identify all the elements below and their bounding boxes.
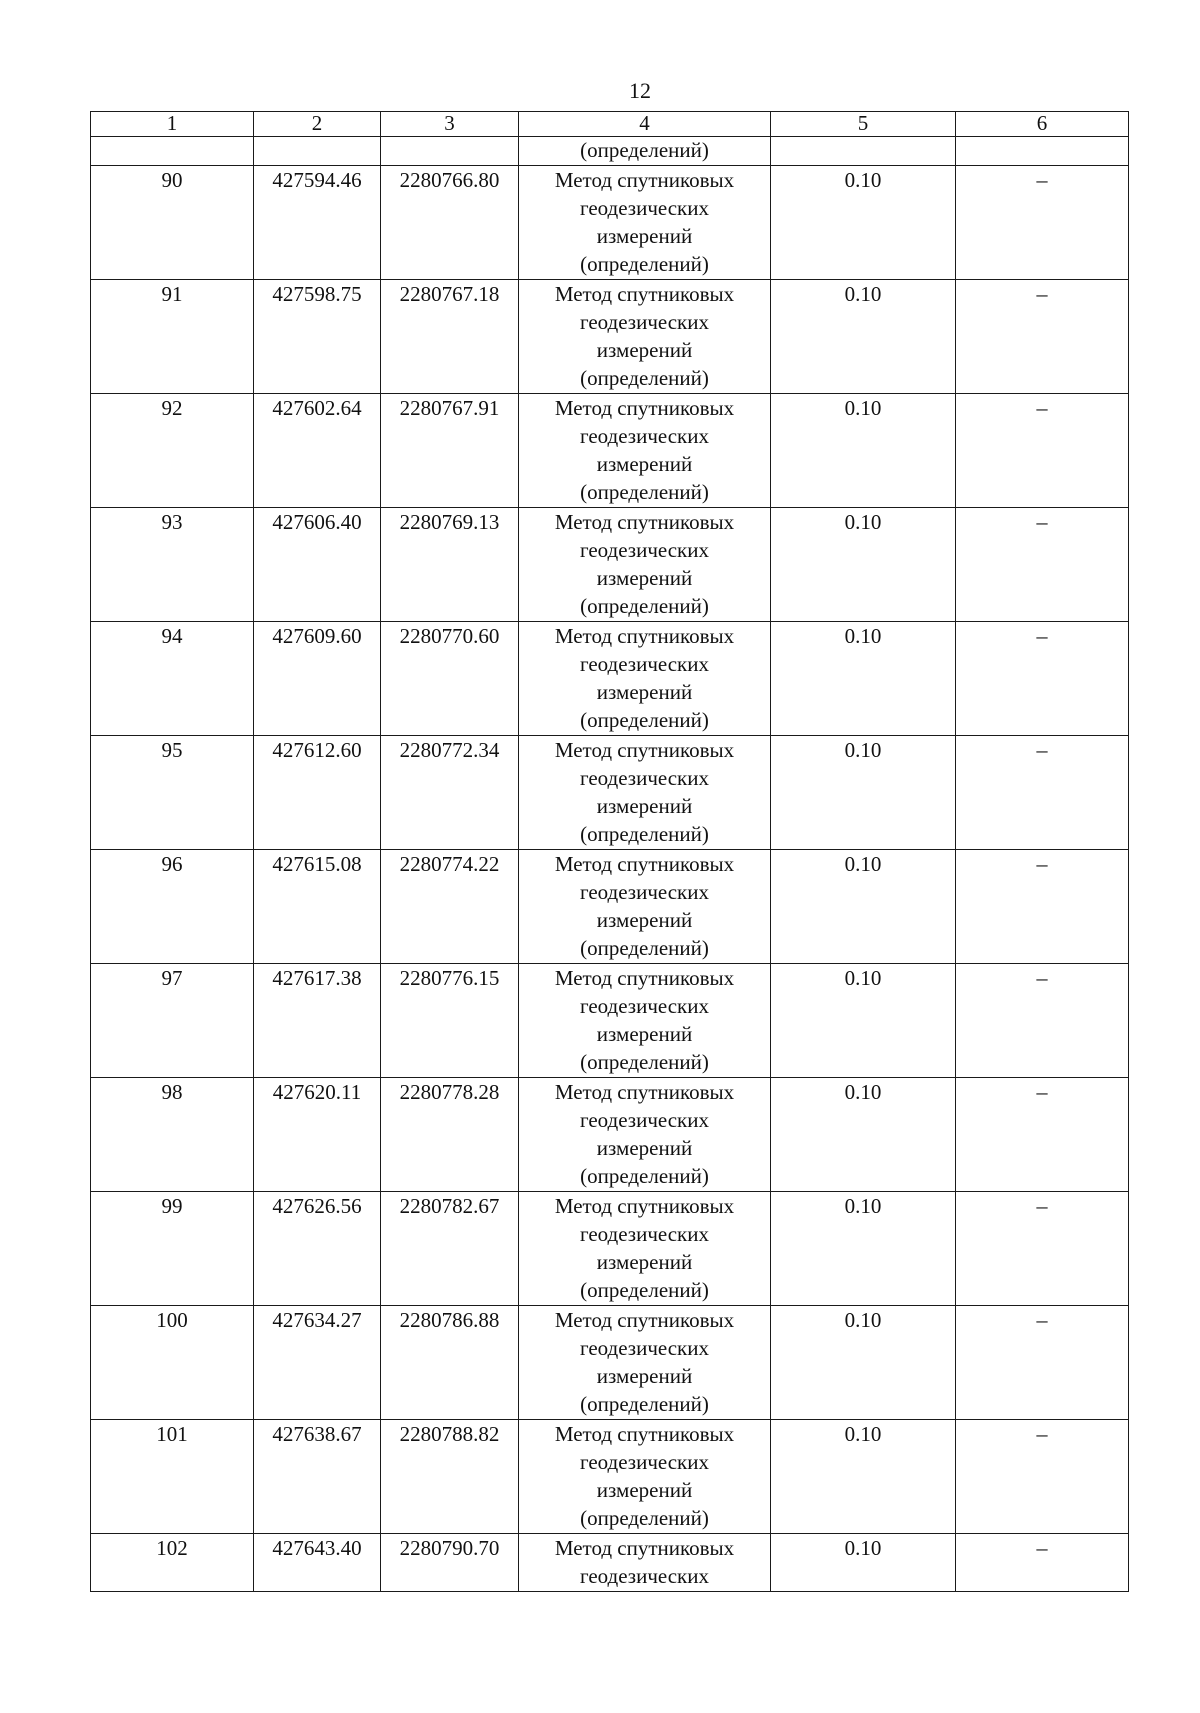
point-number-cell: 97	[91, 964, 254, 1078]
method-cell	[519, 1192, 771, 1306]
method-line: Метод спутниковых	[554, 168, 735, 192]
method-line: измерений	[596, 680, 693, 704]
x-coordinate-cell: 427638.67	[254, 1420, 381, 1534]
method-line: геодезических	[579, 652, 709, 676]
accuracy-cell: 0.10	[771, 1420, 956, 1534]
method-line: (определений)	[580, 1050, 709, 1074]
table-row	[91, 394, 1129, 508]
method-line: измерений	[596, 566, 693, 590]
method-line: геодезических	[579, 1222, 709, 1246]
table-cell	[381, 137, 519, 166]
x-coordinate-cell: 427615.08	[254, 850, 381, 964]
y-coordinate-cell: 2280766.80	[381, 166, 519, 280]
method-line: (определений)	[580, 1164, 709, 1188]
x-coordinate-cell: 427634.27	[254, 1306, 381, 1420]
note-cell: –	[956, 280, 1129, 394]
note-cell: –	[956, 1420, 1129, 1534]
method-line: геодезических	[579, 994, 709, 1018]
method-line: (определений)	[580, 822, 709, 846]
method-line: геодезических	[579, 1108, 709, 1132]
table-row	[91, 850, 1129, 964]
y-coordinate-cell: 2280788.82	[381, 1420, 519, 1534]
table-cell	[956, 137, 1129, 166]
page-number: 12	[629, 78, 651, 103]
method-line: Метод спутниковых	[554, 852, 735, 876]
table-row	[91, 1306, 1129, 1420]
method-line: (определений)	[580, 1506, 709, 1530]
y-coordinate-cell: 2280782.67	[381, 1192, 519, 1306]
method-line: Метод спутниковых	[554, 624, 735, 648]
note-cell: –	[956, 964, 1129, 1078]
table-row	[91, 1192, 1129, 1306]
accuracy-cell: 0.10	[771, 280, 956, 394]
table-row	[91, 1534, 1129, 1592]
note-cell: –	[956, 850, 1129, 964]
x-coordinate-cell: 427602.64	[254, 394, 381, 508]
point-number-cell: 100	[91, 1306, 254, 1420]
column-header: 5	[771, 112, 956, 137]
note-cell: –	[956, 1078, 1129, 1192]
point-number-cell: 93	[91, 508, 254, 622]
table-cell: (определений)	[519, 137, 771, 166]
column-header: 4	[519, 112, 771, 137]
accuracy-cell: 0.10	[771, 1306, 956, 1420]
y-coordinate-cell: 2280774.22	[381, 850, 519, 964]
method-cell	[519, 394, 771, 508]
method-cell	[519, 508, 771, 622]
column-header: 1	[91, 112, 254, 137]
method-line: геодезических	[579, 1564, 709, 1588]
accuracy-cell: 0.10	[771, 850, 956, 964]
note-cell: –	[956, 1306, 1129, 1420]
note-cell: –	[956, 1192, 1129, 1306]
method-line: геодезических	[579, 1336, 709, 1360]
method-line: Метод спутниковых	[554, 282, 735, 306]
point-number-cell: 91	[91, 280, 254, 394]
note-cell: –	[956, 622, 1129, 736]
column-header: 2	[254, 112, 381, 137]
x-coordinate-cell: 427594.46	[254, 166, 381, 280]
x-coordinate-cell: 427606.40	[254, 508, 381, 622]
note-cell: –	[956, 1534, 1129, 1592]
accuracy-cell: 0.10	[771, 1078, 956, 1192]
table-row	[91, 736, 1129, 850]
method-line: Метод спутниковых	[554, 1536, 735, 1560]
note-cell: –	[956, 166, 1129, 280]
method-line: измерений	[596, 224, 693, 248]
y-coordinate-cell: 2280769.13	[381, 508, 519, 622]
point-number-cell: 92	[91, 394, 254, 508]
method-line: измерений	[596, 1022, 693, 1046]
note-cell: –	[956, 736, 1129, 850]
x-coordinate-cell: 427617.38	[254, 964, 381, 1078]
method-line: Метод спутниковых	[554, 1308, 735, 1332]
x-coordinate-cell: 427612.60	[254, 736, 381, 850]
method-line: измерений	[596, 1136, 693, 1160]
continuation-row	[91, 137, 1129, 166]
method-cell	[519, 850, 771, 964]
method-line: геодезических	[579, 766, 709, 790]
method-line: Метод спутниковых	[554, 510, 735, 534]
accuracy-cell: 0.10	[771, 964, 956, 1078]
accuracy-cell: 0.10	[771, 508, 956, 622]
method-cell	[519, 1420, 771, 1534]
table-cell	[91, 137, 254, 166]
method-cell	[519, 1534, 771, 1592]
method-line: (определений)	[580, 708, 709, 732]
column-header: 3	[381, 112, 519, 137]
table-row	[91, 622, 1129, 736]
point-number-cell: 99	[91, 1192, 254, 1306]
y-coordinate-cell: 2280790.70	[381, 1534, 519, 1592]
method-line: (определений)	[580, 366, 709, 390]
method-line: измерений	[596, 1478, 693, 1502]
method-line: геодезических	[579, 196, 709, 220]
point-number-cell: 95	[91, 736, 254, 850]
point-number-cell: 98	[91, 1078, 254, 1192]
table-row	[91, 1078, 1129, 1192]
point-number-cell: 96	[91, 850, 254, 964]
method-cell	[519, 622, 771, 736]
method-cell	[519, 166, 771, 280]
method-line: (определений)	[580, 252, 709, 276]
method-line: (определений)	[580, 1392, 709, 1416]
table-header-row	[91, 112, 1129, 137]
method-line: геодезических	[579, 880, 709, 904]
point-number-cell: 94	[91, 622, 254, 736]
coordinates-table	[90, 111, 1129, 1592]
method-cell	[519, 1306, 771, 1420]
method-line: измерений	[596, 338, 693, 362]
y-coordinate-cell: 2280772.34	[381, 736, 519, 850]
method-line: Метод спутниковых	[554, 1422, 735, 1446]
method-line: Метод спутниковых	[554, 396, 735, 420]
method-cell	[519, 964, 771, 1078]
method-line: измерений	[596, 452, 693, 476]
method-line: (определений)	[580, 480, 709, 504]
method-cell	[519, 736, 771, 850]
table-row	[91, 964, 1129, 1078]
method-line: (определений)	[580, 936, 709, 960]
x-coordinate-cell: 427626.56	[254, 1192, 381, 1306]
table-cell	[254, 137, 381, 166]
method-line: геодезических	[579, 424, 709, 448]
method-line: (определений)	[580, 1278, 709, 1302]
method-line: Метод спутниковых	[554, 738, 735, 762]
method-line: геодезических	[579, 538, 709, 562]
x-coordinate-cell: 427643.40	[254, 1534, 381, 1592]
method-line: Метод спутниковых	[554, 1194, 735, 1218]
method-line: Метод спутниковых	[554, 1080, 735, 1104]
method-line: геодезических	[579, 1450, 709, 1474]
column-header: 6	[956, 112, 1129, 137]
table-cell	[771, 137, 956, 166]
method-line: измерений	[596, 1250, 693, 1274]
method-cell	[519, 1078, 771, 1192]
method-line: Метод спутниковых	[554, 966, 735, 990]
method-line: измерений	[596, 794, 693, 818]
table-row	[91, 1420, 1129, 1534]
accuracy-cell: 0.10	[771, 1534, 956, 1592]
table-row	[91, 508, 1129, 622]
table-row	[91, 166, 1129, 280]
y-coordinate-cell: 2280770.60	[381, 622, 519, 736]
accuracy-cell: 0.10	[771, 622, 956, 736]
point-number-cell: 90	[91, 166, 254, 280]
accuracy-cell: 0.10	[771, 394, 956, 508]
method-line: измерений	[596, 1364, 693, 1388]
y-coordinate-cell: 2280786.88	[381, 1306, 519, 1420]
method-line: (определений)	[580, 594, 709, 618]
accuracy-cell: 0.10	[771, 166, 956, 280]
method-cell	[519, 280, 771, 394]
method-line: геодезических	[579, 310, 709, 334]
x-coordinate-cell: 427620.11	[254, 1078, 381, 1192]
method-line: измерений	[596, 908, 693, 932]
y-coordinate-cell: 2280767.18	[381, 280, 519, 394]
note-cell: –	[956, 508, 1129, 622]
y-coordinate-cell: 2280778.28	[381, 1078, 519, 1192]
x-coordinate-cell: 427609.60	[254, 622, 381, 736]
y-coordinate-cell: 2280767.91	[381, 394, 519, 508]
accuracy-cell: 0.10	[771, 1192, 956, 1306]
accuracy-cell: 0.10	[771, 736, 956, 850]
table-row	[91, 280, 1129, 394]
y-coordinate-cell: 2280776.15	[381, 964, 519, 1078]
note-cell: –	[956, 394, 1129, 508]
x-coordinate-cell: 427598.75	[254, 280, 381, 394]
point-number-cell: 101	[91, 1420, 254, 1534]
point-number-cell: 102	[91, 1534, 254, 1592]
